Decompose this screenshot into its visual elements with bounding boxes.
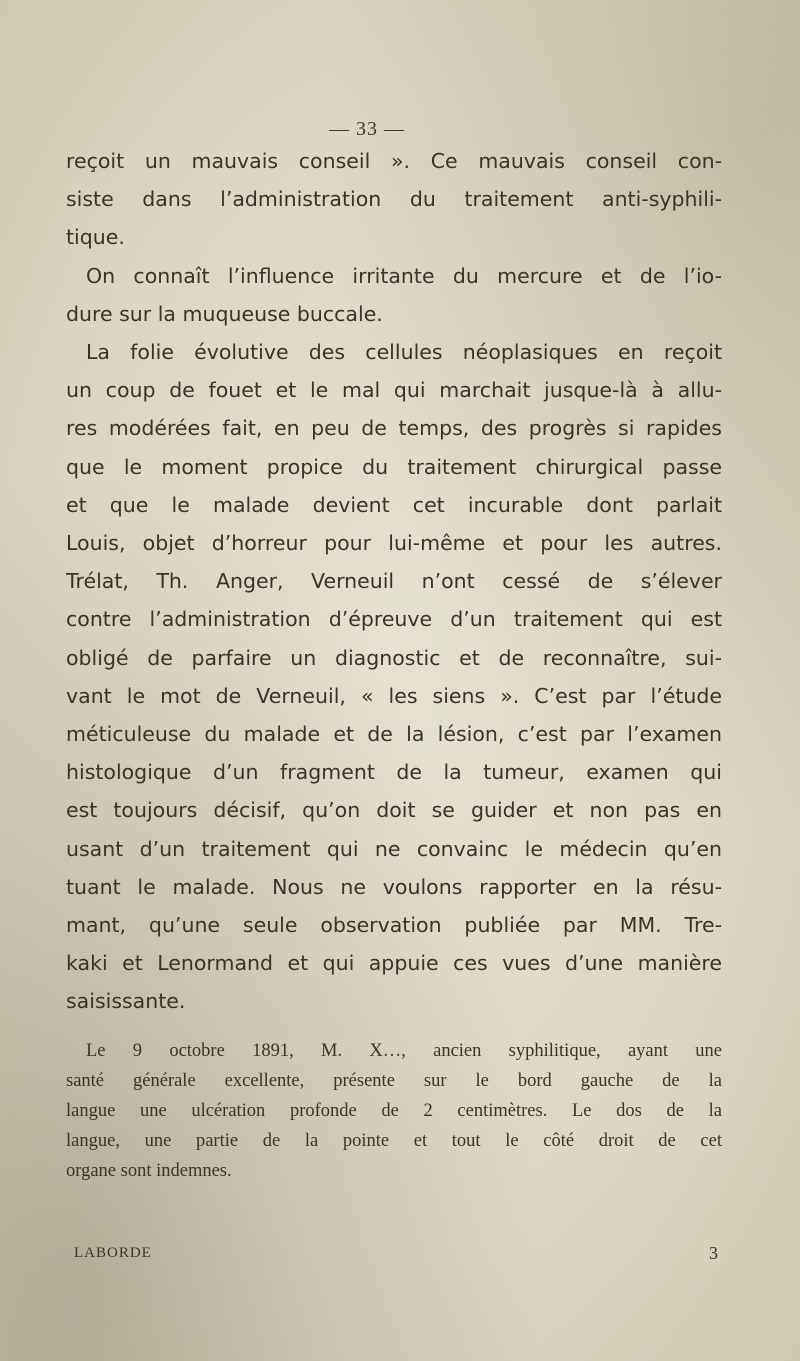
text-line: Trélat, Th. Anger, Verneuil n’ont cessé de s’élever — [66, 569, 722, 594]
text-line: mant, qu’une seule observation publiée par MM. Tre- — [66, 913, 722, 938]
text-line: usant d’un traitement qui ne convainc le médecin qu’en — [66, 836, 722, 861]
page-number: — 33 — — [329, 118, 405, 140]
footnote-line: langue une ulcération profonde de 2 centimètres. Le dos de la — [66, 1101, 722, 1121]
text-line: et que le malade devient cet incurable dont parlait — [66, 492, 722, 517]
text-line: La folie évolutive des cellules néoplasiques en reçoit — [86, 340, 722, 365]
text-line: saisissante. — [66, 989, 186, 1014]
text-line: méticuleuse du malade et de la lésion, c’est par l’examen — [66, 722, 722, 747]
text-line: siste dans l’administration du traitement anti-syphili- — [66, 187, 722, 212]
text-line: contre l’administration d’épreuve d’un traitement qui est — [66, 607, 722, 632]
footnote-line: Le 9 octobre 1891, M. X…, ancien syphilitique, ayant une — [86, 1041, 722, 1061]
text-line: tique. — [66, 225, 125, 250]
text-line: histologique d’un fragment de la tumeur, examen qui — [66, 760, 722, 785]
observation-paragraph — [66, 1036, 722, 1186]
signature-sheet-number: 3 — [709, 1243, 718, 1263]
text-line: tuant le malade. Nous ne voulons rapporter en la résu- — [66, 874, 722, 899]
text-line: kaki et Lenormand et qui appuie ces vues d’une manière — [66, 951, 722, 976]
footnote-line: organe sont indemnes. — [66, 1161, 232, 1181]
text-line: est toujours décisif, qu’on doit se guider et non pas en — [66, 798, 722, 823]
text-line: reçoit un mauvais conseil ». Ce mauvais conseil con- — [66, 149, 722, 173]
text-line: que le moment propice du traitement chirurgical passe — [66, 454, 722, 479]
text-line: obligé de parfaire un diagnostic et de reconnaître, sui- — [66, 645, 722, 670]
body-text — [66, 142, 722, 1021]
footnote-line: santé générale excellente, présente sur le bord gauche de la — [66, 1071, 722, 1091]
text-line: Louis, objet d’horreur pour lui-même et pour les autres. — [66, 531, 722, 556]
signature-label: LABORDE — [74, 1245, 152, 1261]
text-line: vant le mot de Verneuil, « les siens ». C’est par l’étude — [66, 683, 722, 708]
text-line: un coup de fouet et le mal qui marchait jusque-là à allu- — [66, 378, 722, 403]
text-line: On connaît l’influence irritante du mercure et de l’io- — [86, 263, 722, 288]
text-line: res modérées fait, en peu de temps, des progrès si rapides — [66, 416, 722, 441]
footnote-line: langue, une partie de la pointe et tout le côté droit de cet — [66, 1131, 722, 1151]
text-line: dure sur la muqueuse buccale. — [66, 301, 383, 326]
